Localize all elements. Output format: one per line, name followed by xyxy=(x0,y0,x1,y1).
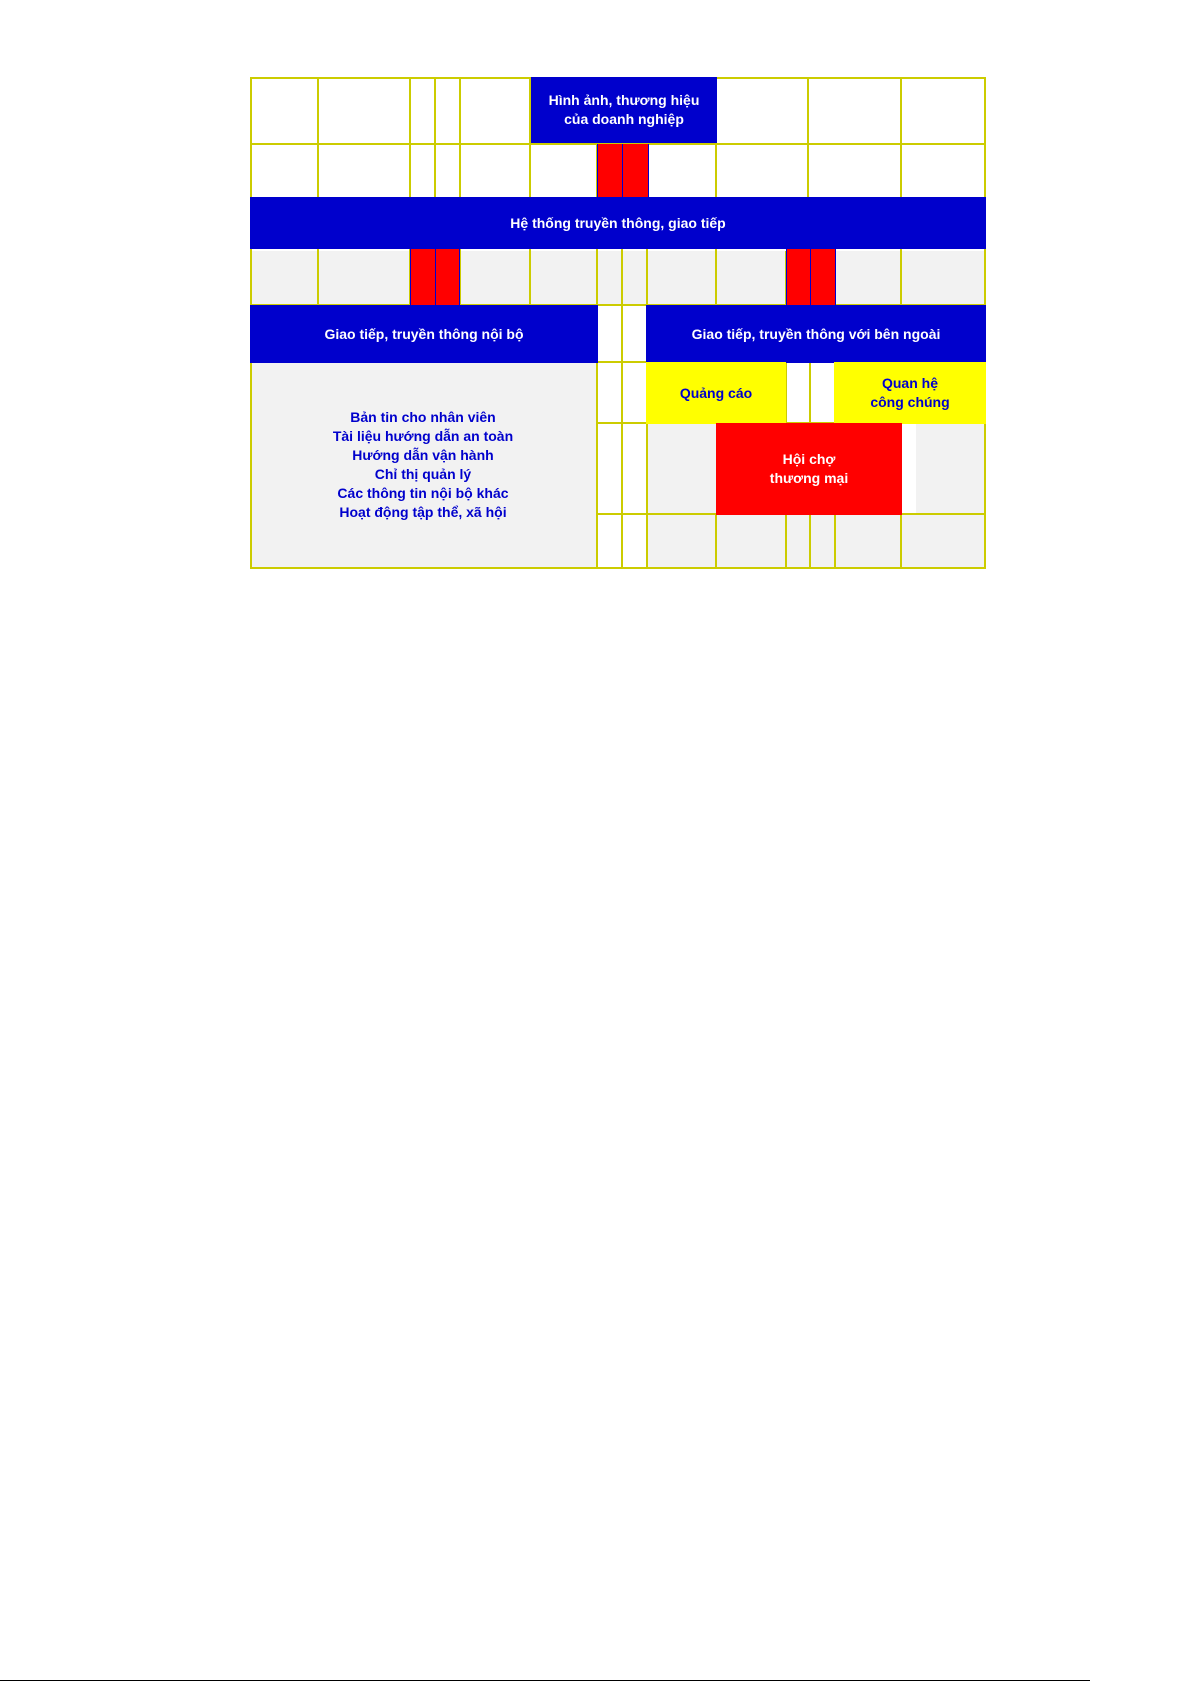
brand-image-label: Hình ảnh, thương hiệu của doanh nghiệp xyxy=(548,92,700,127)
connector-brand-to-system xyxy=(597,144,649,197)
internal-item: Hướng dẫn vận hành xyxy=(352,447,494,463)
internal-item: Các thông tin nội bộ khác xyxy=(337,485,509,501)
trade-fair-box xyxy=(716,423,902,515)
grid-v-13b xyxy=(834,515,836,569)
external-communication-box xyxy=(646,305,986,363)
page-footer-rule xyxy=(0,1680,1090,1681)
public-relations-box xyxy=(834,362,986,424)
grid-v-11c xyxy=(809,515,811,569)
grid-v-9b xyxy=(715,515,717,569)
communication-system-label: Hệ thống truyền thông, giao tiếp xyxy=(510,214,726,231)
public-relations-label: Quan hệ công chúng xyxy=(870,375,950,410)
grey-external-lower-left xyxy=(646,424,716,569)
advertising-label: Quảng cáo xyxy=(679,384,753,401)
internal-item: Tài liệu hướng dẫn an toàn xyxy=(332,428,514,444)
grey-row-connectors xyxy=(250,251,986,306)
communication-system-box xyxy=(250,197,986,249)
grid-v-14 xyxy=(900,77,902,306)
grey-external-bottom xyxy=(716,515,916,569)
grid-v-10c xyxy=(785,515,787,569)
internal-item: Chỉ thị quản lý xyxy=(374,466,472,482)
internal-item: Bản tin cho nhân viên xyxy=(350,409,496,425)
grid-v-11b xyxy=(809,363,811,424)
grid-h-6 xyxy=(250,567,986,569)
grey-external-lower-right xyxy=(916,424,986,569)
grid-v-1 xyxy=(317,77,319,306)
external-communication-label: Giao tiếp, truyền thông với bên ngoài xyxy=(691,325,941,342)
internal-items-list xyxy=(250,363,596,567)
communication-diagram xyxy=(250,77,986,569)
connector-divider xyxy=(622,144,623,197)
trade-fair-label: Hội chợ thương mại xyxy=(769,451,849,486)
internal-communication-box xyxy=(250,305,598,363)
advertising-box xyxy=(646,362,786,424)
internal-item: Hoạt động tập thể, xã hội xyxy=(339,504,507,520)
brand-image-box xyxy=(531,77,717,143)
internal-communication-label: Giao tiếp, truyền thông nội bộ xyxy=(324,325,524,342)
